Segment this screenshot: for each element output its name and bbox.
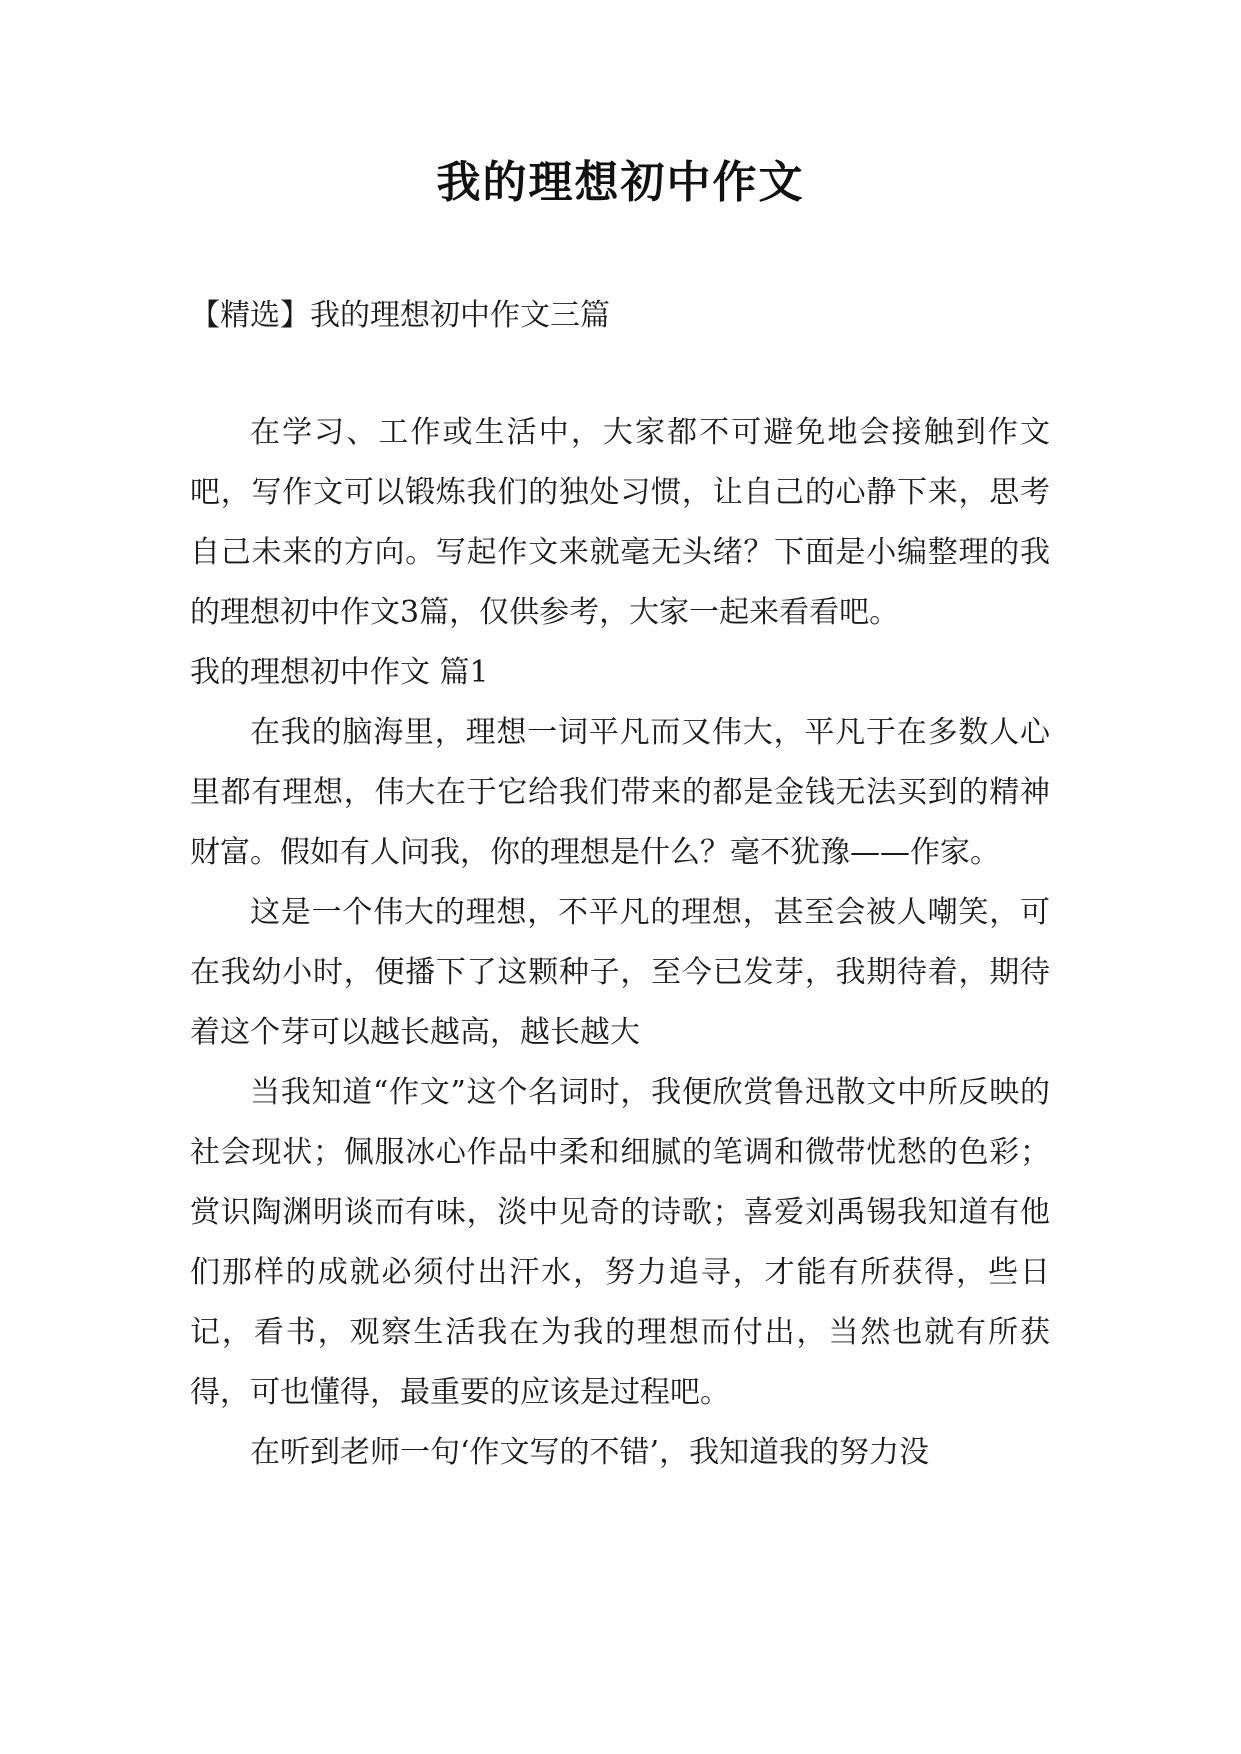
body-paragraph: 这是一个伟大的理想，不平凡的理想，甚至会被人嘲笑，可在我幼小时，便播下了这颗种子，至今已发芽，我期待着，期待着这个芽可以越长越高，越长越大 — [190, 895, 1050, 1050]
body-paragraph: 当我知道“作文”这个名词时，我便欣赏鲁迅散文中所反映的社会现状；佩服冰心作品中柔和细腻的笔调和微带忧愁的色彩；赏识陶渊明谈而有味，淡中见奇的诗歌；喜爱刘禹锡我知道有他们那样的成就必须付出汗水，努力追寻，才能有所获得，些日记，看书，观察生活我在为我的理想而付出，当然也就有所获得，可也懂得，最重要的应该是过程吧。 — [190, 1075, 1050, 1410]
body-paragraph: 在我的脑海里，理想一词平凡而又伟大，平凡于在多数人心里都有理想，伟大在于它给我们带来的都是金钱无法买到的精神财富。假如有人问我，你的理想是什么？毫不犹豫——作家。 — [190, 715, 1050, 870]
document-subtitle: 【精选】我的理想初中作文三篇 — [190, 298, 610, 333]
intro-paragraph: 在学习、工作或生活中，大家都不可避免地会接触到作文吧，写作文可以锻炼我们的独处习惯，让自己的心静下来，思考自己未来的方向。写起作文来就毫无头绪？下面是小编整理的我的理想初中作文3篇，仅供参考，大家一起来看看吧。 — [190, 415, 1050, 630]
document-title: 我的理想初中作文 — [436, 157, 805, 208]
section-heading: 我的理想初中作文 篇1 — [190, 655, 489, 690]
document-body — [190, 403, 1050, 1483]
body-paragraph: 在听到老师一句‘作文写的不错’，我知道我的努力没 — [250, 1435, 930, 1470]
